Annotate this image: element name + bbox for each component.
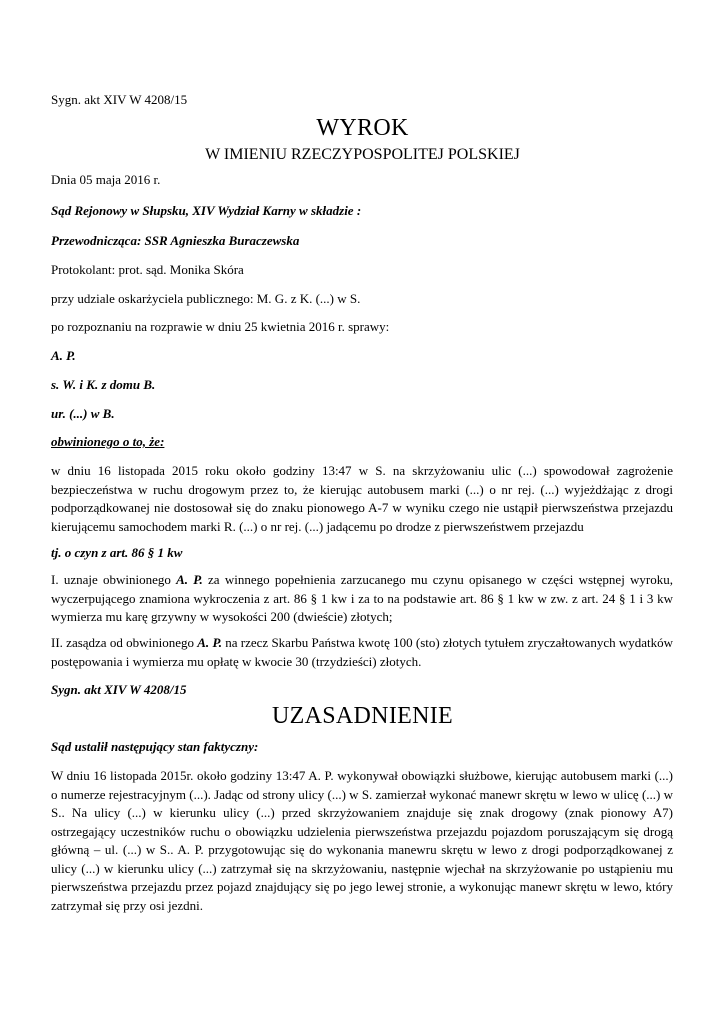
- charge-article: tj. o czyn z art. 86 § 1 kw: [51, 545, 183, 560]
- charge-text: w dniu 16 listopada 2015 roku około godziny 13:47 w S. na skrzyżowaniu ulic (...) spowodował zagrożenie bezpieczeństwa w ruchu drogowym przez to, że kierując autobusem marki (...) o nr rej. (...) wyjeżdżając z drogi podporządkowanej nie dostosował się do znaku pionowego A-7 w wyniku czego nie ustąpił pierwszeństwa przejazdu kierującemu samochodem marki R. (...) o nr rej. (...) jadącemu po drodze z pierwszeństwem przejazdu: [51, 463, 673, 534]
- court-composition: Sąd Rejonowy w Słupsku, XIV Wydział Karny w składzie :: [51, 203, 362, 218]
- court-clerk: Protokolant: prot. sąd. Monika Skóra: [51, 262, 244, 277]
- verdict-point-2-defendant: A. P.: [197, 635, 222, 650]
- verdict-point-2: [51, 634, 673, 671]
- verdict-title: WYROK: [316, 115, 409, 141]
- verdict-date: Dnia 05 maja 2016 r.: [51, 172, 161, 187]
- verdict-subtitle: W IMIENIU RZECZYPOSPOLITEJ POLSKIEJ: [205, 146, 520, 163]
- verdict-point-1-body: za winnego popełnienia zarzucanego mu czynu opisanego w części wstępnej wyroku, wyczerpującego znamiona wykroczenia z art. 86 § 1 kw i za to na podstawie art. 86 § 1 kw w zw. z art. 24 § 1 i 3 kw wymierza mu karę grzywny w wysokości 200 (dwieście) złotych;: [51, 572, 674, 624]
- charged-label: obwinionego o to, że:: [51, 434, 165, 449]
- presiding-judge: Przewodnicząca: SSR Agnieszka Buraczewska: [51, 233, 300, 248]
- verdict-point-2-body: na rzecz Skarbu Państwa kwotę 100 (sto) złotych tytułem zryczałtowanych wydatków postępowania i wymierza mu opłatę w kwocie 30 (trzydzieści) złotych.: [51, 635, 674, 669]
- justification-title: UZASADNIENIE: [272, 703, 453, 729]
- defendant-birth: ur. (...) w B.: [51, 406, 115, 421]
- justification-case-reference: Sygn. akt XIV W 4208/15: [51, 682, 187, 697]
- facts-heading: Sąd ustalił następujący stan faktyczny:: [51, 739, 259, 754]
- defendant-parents: s. W. i K. z domu B.: [51, 377, 156, 392]
- verdict-point-2-lead: II. zasądza od obwinionego: [51, 635, 198, 650]
- verdict-point-1: [51, 571, 673, 627]
- public-prosecutor: przy udziale oskarżyciela publicznego: M. G. z K. (...) w S.: [51, 291, 361, 306]
- facts-text: W dniu 16 listopada 2015r. około godziny 13:47 A. P. wykonywał obowiązki służbowe, kierując autobusem marki (...) o numerze rejestracyjnym (...). Jadąc od strony ulicy (...) w S. zamierzał wykonać manewr skrętu w lewo w ulicę (...) w S.. Na ulicy (...) w kierunku ulicy (...) przed skrzyżowaniem znajduje się znak drogowy (znak pionowy A7) ostrzegający uczestników ruchu o obowiązku udzielenia pierwszeństwa przejazdu pojazdom poruszającym się drogą główną – ul. (...) w S.. A. P. przygotowując się do wykonania manewru skrętu w lewo z drogi podporządkowanej z ulicy (...) w kierunku ulicy (...) zatrzymał się na skrzyżowaniu, następnie wjechał na skrzyżowanie po ustąpieniu mu pierwszeństwa przejazdu przez pojazd znajdujący się po jego lewej stronie, a wykonując manewr skrętu w lewo, który zatrzymał się przy osi jezdni.: [51, 768, 673, 913]
- defendant-name: A. P.: [51, 348, 76, 363]
- verdict-point-1-lead: I. uznaje obwinionego: [51, 572, 177, 587]
- verdict-point-1-defendant: A. P.: [176, 572, 203, 587]
- hearing-info: po rozpoznaniu na rozprawie w dniu 25 kwietnia 2016 r. sprawy:: [51, 319, 390, 334]
- case-reference: Sygn. akt XIV W 4208/15: [51, 92, 188, 107]
